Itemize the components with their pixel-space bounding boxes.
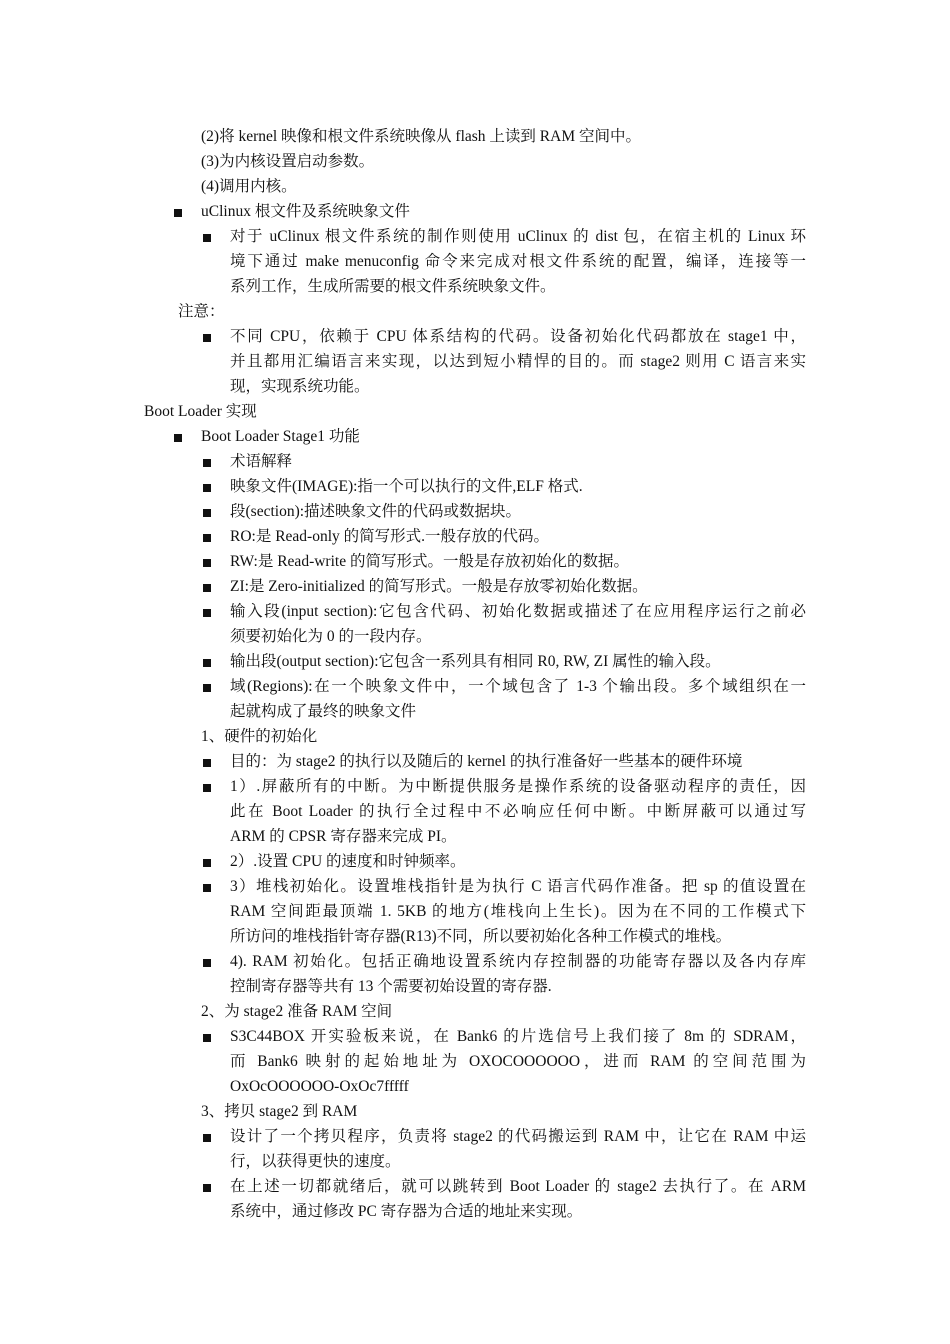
text-line: (2)将 kernel 映像和根文件系统映像从 flash 上读到 RAM 空间中。 xyxy=(201,128,641,145)
list-item: 并且都用汇编语言来实现，以达到短小精悍的目的。而 stage2 则用 C 语言来实 xyxy=(230,353,806,370)
list-item: 现，实现系统功能。 xyxy=(230,378,370,395)
list-item: 2）.设置 CPU 的速度和时钟频率。 xyxy=(230,853,466,870)
bullet-icon xyxy=(203,759,211,767)
bullet-icon xyxy=(203,334,211,342)
list-item: 1）.屏蔽所有的中断。为中断提供服务是操作系统的设备驱动程序的责任，因 xyxy=(230,778,806,795)
list-item: ZI:是 Zero-initialized 的简写形式。一般是存放零初始化数据。 xyxy=(230,578,648,595)
text-line: (3)为内核设置启动参数。 xyxy=(201,153,375,170)
section-heading: Boot Loader 实现 xyxy=(144,403,257,420)
list-item: 术语解释 xyxy=(230,453,293,470)
bullet-icon xyxy=(203,959,211,967)
list-item: RW:是 Read-write 的简写形式。一般是存放初始化的数据。 xyxy=(230,553,629,570)
list-item: 此在 Boot Loader 的执行全过程中不必响应任何中断。中断屏蔽可以通过写 xyxy=(230,803,806,820)
bullet-icon xyxy=(203,859,211,867)
list-item: 不同 CPU，依赖于 CPU 体系结构的代码。设备初始化代码都放在 stage1 中， xyxy=(230,328,806,345)
bullet-icon xyxy=(203,784,211,792)
list-item: 段(section):描述映象文件的代码或数据块。 xyxy=(230,503,522,520)
list-item: 系统中，通过修改 PC 寄存器为合适的地址来实现。 xyxy=(230,1203,583,1220)
bullet-icon xyxy=(203,234,211,242)
list-item: 3）堆栈初始化。设置堆栈指针是为执行 C 语言代码作准备。把 sp 的值设置在 xyxy=(230,878,806,895)
list-item: 设计了一个拷贝程序，负责将 stage2 的代码搬运到 RAM 中，让它在 RAM 中运 xyxy=(230,1128,806,1145)
bullet-icon xyxy=(203,609,211,617)
list-item: 而 Bank6 映射的起始地址为 OXOCOOOOOO，进而 RAM 的空间范围为 xyxy=(230,1053,806,1070)
bullet-icon xyxy=(203,659,211,667)
note-label: 注意： xyxy=(178,303,225,320)
list-item: 域(Regions):在一个映象文件中，一个域包含了 1-3 个输出段。多个域组织在一 xyxy=(230,678,806,695)
list-item: 4). RAM 初始化。包括正确地设置系统内存控制器的功能寄存器以及各内存库 xyxy=(230,953,806,970)
list-item: RO:是 Read-only 的简写形式.一般存放的代码。 xyxy=(230,528,550,545)
list-item: 映象文件(IMAGE):指一个可以执行的文件,ELF 格式. xyxy=(230,478,583,495)
list-heading: Boot Loader Stage1 功能 xyxy=(201,428,360,445)
subsection-heading: 3、拷贝 stage2 到 RAM xyxy=(201,1103,358,1120)
bullet-icon xyxy=(203,509,211,517)
bullet-icon xyxy=(203,1134,211,1142)
list-item: ARM 的 CPSR 寄存器来完成 PI。 xyxy=(230,828,457,845)
list-item: S3C44BOX 开实验板来说，在 Bank6 的片选信号上我们接了 8m 的 SDRAM， xyxy=(230,1028,806,1045)
list-item: 须要初始化为 0 的一段内存。 xyxy=(230,628,432,645)
bullet-icon xyxy=(203,584,211,592)
list-item: 系列工作，生成所需要的根文件系统映象文件。 xyxy=(230,278,556,295)
text-line: (4)调用内核。 xyxy=(201,178,297,195)
list-item: 目的：为 stage2 的执行以及随后的 kernel 的执行准备好一些基本的硬件环境 xyxy=(230,753,743,770)
list-item: 在上述一切都就绪后，就可以跳转到 Boot Loader 的 stage2 去执行了。在 ARM xyxy=(230,1178,806,1195)
bullet-icon xyxy=(203,1184,211,1192)
list-item: RAM 空间距最顶端 1. 5KB 的地方(堆栈向上生长)。因为在不同的工作模式下 xyxy=(230,903,806,920)
bullet-icon xyxy=(203,534,211,542)
bullet-icon xyxy=(203,484,211,492)
list-item: 境下通过 make menuconfig 命令来完成对根文件系统的配置，编译，连接等一 xyxy=(230,253,806,270)
bullet-icon xyxy=(203,684,211,692)
subsection-heading: 2、为 stage2 准备 RAM 空间 xyxy=(201,1003,393,1020)
bullet-icon xyxy=(203,459,211,467)
bullet-icon xyxy=(203,559,211,567)
bullet-icon xyxy=(203,884,211,892)
list-item: 行，以获得更快的速度。 xyxy=(230,1153,401,1170)
bullet-icon xyxy=(174,209,182,217)
list-item: 输入段(input section):它包含代码、初始化数据或描述了在应用程序运行之前必 xyxy=(230,603,806,620)
list-item: 输出段(output section):它包含一系列具有相同 R0, RW, ZI 属性的输入段。 xyxy=(230,653,721,670)
list-heading: uClinux 根文件及系统映象文件 xyxy=(201,203,410,220)
list-item: 所访问的堆栈指针寄存器(R13)不同，所以要初始化各种工作模式的堆栈。 xyxy=(230,928,732,945)
bullet-icon xyxy=(203,1034,211,1042)
subsection-heading: 1、硬件的初始化 xyxy=(201,728,318,745)
bullet-icon xyxy=(174,434,182,442)
list-item: 控制寄存器等共有 13 个需要初始设置的寄存器. xyxy=(230,978,552,995)
list-item: OxOcOOOOOO-OxOc7fffff xyxy=(230,1078,409,1095)
list-item: 起就构成了最终的映象文件 xyxy=(230,703,417,720)
list-item: 对于 uClinux 根文件系统的制作则使用 uClinux 的 dist 包，在宿主机的 Linux 环 xyxy=(230,228,806,245)
